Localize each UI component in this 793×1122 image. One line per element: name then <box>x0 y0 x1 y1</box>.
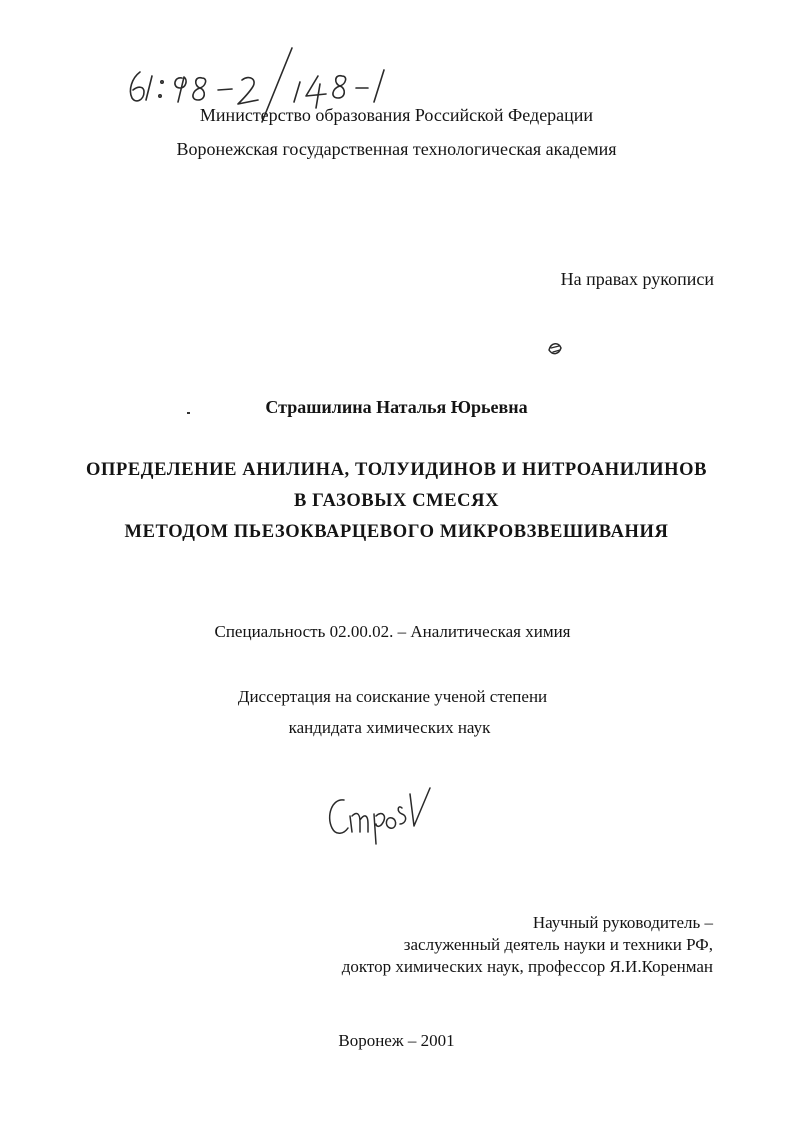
supervisor-line-1: Научный руководитель – <box>532 913 713 932</box>
academy-line: Воронежская государственная технологическая академия <box>176 139 617 159</box>
degree-line-2: кандидата химических наук <box>288 718 491 737</box>
title-line-1: ОПРЕДЕЛЕНИЕ АНИЛИНА, ТОЛУИДИНОВ И НИТРОАНИЛИНОВ <box>85 460 708 480</box>
author-name: Страшилина Наталья Юрьевна <box>265 397 528 417</box>
degree-line-1: Диссертация на соискание ученой степени <box>237 687 548 706</box>
supervisor-line-3: доктор химических наук, профессор Я.И.Коренман <box>341 957 713 976</box>
title-line-3: МЕТОДОМ ПЬЕЗОКВАРЦЕВОГО МИКРОВЗВЕШИВАНИЯ <box>124 522 669 542</box>
specialty-line: Специальность 02.00.02. – Аналитическая химия <box>214 622 571 641</box>
city-year: Воронеж – 2001 <box>338 1031 455 1050</box>
handwritten-signature <box>322 782 442 852</box>
rights-note: На правах рукописи <box>560 269 714 289</box>
ministry-line: Министерство образования Российской Федерации <box>199 105 594 125</box>
title-line-2: В ГАЗОВЫХ СМЕСЯХ <box>293 491 500 511</box>
supervisor-line-2: заслуженный деятель науки и техники РФ, <box>403 935 713 954</box>
ink-blot-mark <box>545 338 565 358</box>
